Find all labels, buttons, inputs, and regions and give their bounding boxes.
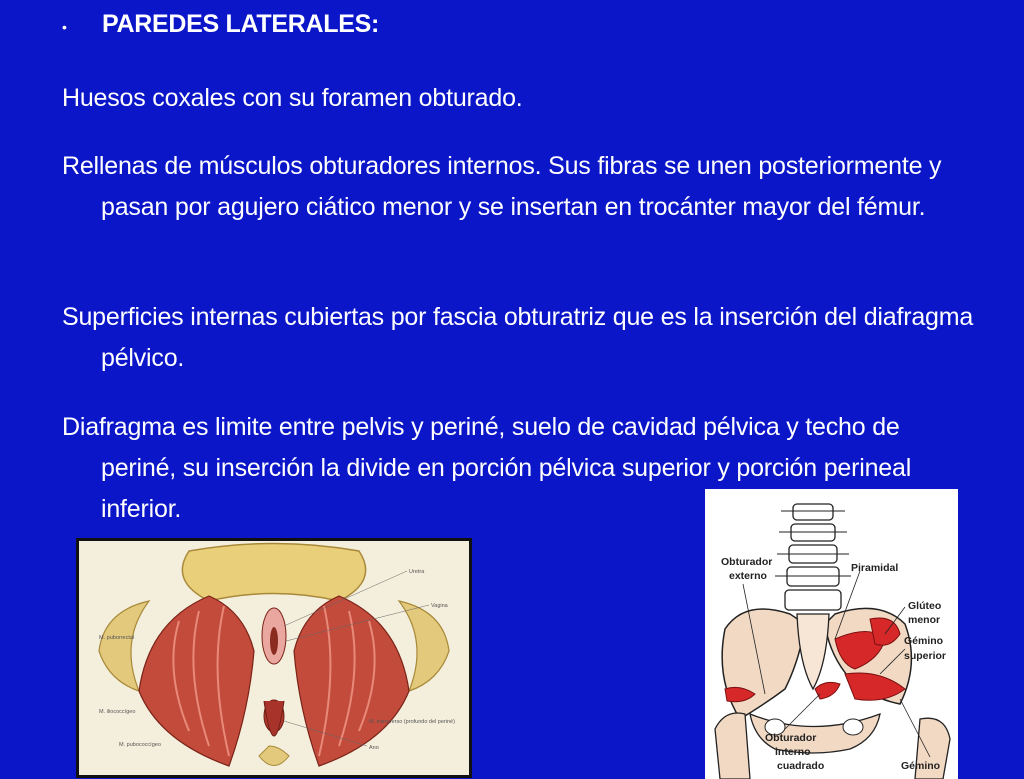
bullet: • bbox=[62, 19, 67, 35]
label-obturador-interno-2: interno bbox=[775, 746, 811, 758]
pelvic-diaphragm-drawing bbox=[79, 541, 469, 775]
heading-row bbox=[62, 10, 379, 39]
label-pubococcigeo: M. pubococcígeo bbox=[119, 742, 161, 748]
label-uretra: Uretra bbox=[409, 569, 425, 575]
label-obturador-externo-1: Obturador bbox=[721, 556, 773, 568]
pelvis-muscles-drawing bbox=[705, 489, 958, 779]
label-obturador-externo-2: externo bbox=[729, 570, 767, 582]
label-gluteo-2: menor bbox=[908, 614, 941, 626]
slide-heading: PAREDES LATERALES: bbox=[102, 10, 380, 38]
label-gemino-superior-1: Gémino bbox=[904, 635, 944, 647]
paragraph-1: Huesos coxales con su foramen obturado. bbox=[62, 84, 523, 112]
label-vagina: Vagina bbox=[431, 603, 448, 609]
label-gemino-superior-2: superior bbox=[904, 650, 947, 662]
pelvis-muscles-illustration bbox=[705, 489, 958, 779]
paragraph-4: Diafragma es limite entre pelvis y periné, suelo de cavidad pélvica y techo de periné, su inserción la divide en porción pélvica superior y porción perineal inferior. bbox=[62, 413, 912, 523]
label-cuadrado: cuadrado bbox=[777, 760, 825, 772]
label-ano: Ano bbox=[369, 745, 379, 751]
label-piramidal: Piramidal bbox=[851, 562, 899, 574]
label-gemino-inferior: Gémino bbox=[901, 760, 941, 772]
paragraph-3: Superficies internas cubiertas por fascia obturatriz que es la inserción del diafragma pélvico. bbox=[62, 303, 974, 372]
label-iliococcigeo: M. iliococcígeo bbox=[99, 709, 136, 715]
paragraph-2: Rellenas de músculos obturadores internos. Sus fibras se unen posteriormente y pasan por agujero ciático menor y se insertan en trocánter mayor del fémur. bbox=[62, 152, 942, 221]
pelvic-diaphragm-illustration bbox=[76, 538, 472, 778]
label-transverso: M. transverso (profundo del periné) bbox=[369, 719, 455, 725]
label-gluteo-1: Glúteo bbox=[908, 600, 942, 612]
label-obturador-interno-1: Obturador bbox=[765, 732, 817, 744]
label-puborrectal: M. puborrectal bbox=[99, 635, 135, 641]
